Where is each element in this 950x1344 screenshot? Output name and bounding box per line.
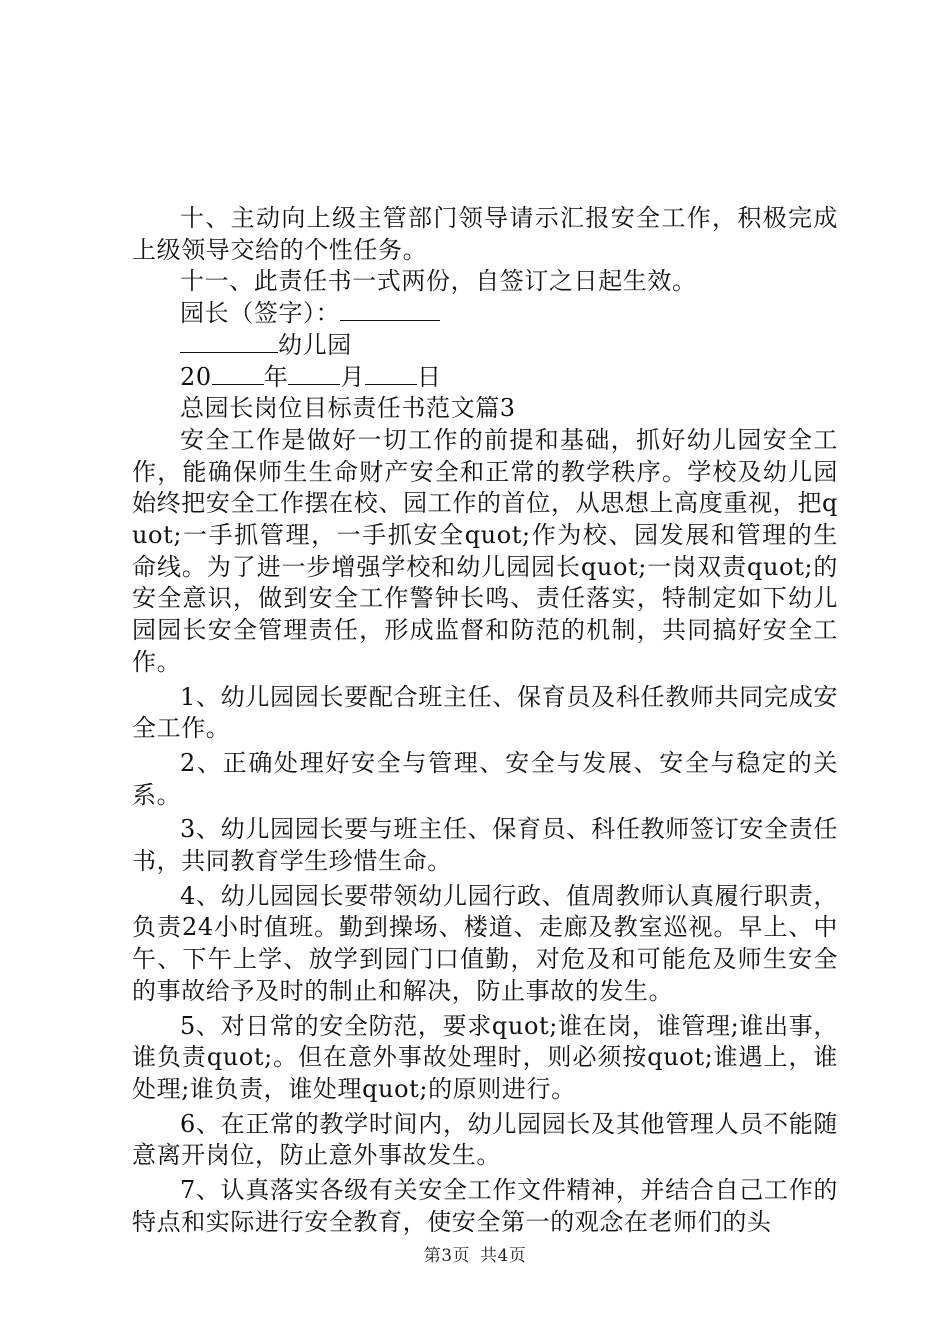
section-title: 总园长岗位目标责任书范文篇3 <box>180 394 516 423</box>
list-item-6: 6、在正常的教学时间内，幼儿园园长及其他管理人员不能随意离开岗位，防止意外事故发生。 <box>132 1109 838 1170</box>
date-day-blank <box>365 362 417 385</box>
paragraph-clause-10: 十、主动向上级主管部门领导请示汇报安全工作，积极完成上级领导交给的个性任务。 <box>132 204 838 264</box>
kindergarten-suffix: 幼儿园 <box>278 330 352 359</box>
list-item-4: 4、幼儿园园长要带领幼儿园行政、值周教师认真履行职责，负责24小时值班。勤到操场、楼道、走廊及教室巡视。早上、中午、下午上学、放学到园门口值勤，对危及和可能危及师生安全的事故给予及时的制止和解决，防止事故的发生。 <box>132 881 838 1005</box>
list-item-3: 3、幼儿园园长要与班主任、保育员、科任教师签订安全责任书，共同教育学生珍惜生命。 <box>132 815 838 876</box>
page-number-current: 第3页 <box>423 1246 471 1266</box>
list-item-1: 1、幼儿园园长要配合班主任、保育员及科任教师共同完成安全工作。 <box>132 682 838 743</box>
page-number-total: 共4页 <box>479 1246 527 1266</box>
date-line <box>132 362 838 394</box>
kindergarten-name-line <box>132 330 838 362</box>
date-day-label: 日 <box>416 362 442 391</box>
signature-blank <box>340 298 440 321</box>
date-month-label: 月 <box>340 362 365 391</box>
list-item-7: 7、认真落实各级有关安全工作文件精神，并结合自己工作的特点和实际进行安全教育，使安全第一的观念在老师们的头 <box>132 1176 838 1236</box>
date-prefix: 20 <box>180 362 212 391</box>
date-year-label: 年 <box>263 362 289 391</box>
page-footer <box>0 1245 950 1267</box>
paragraph-intro: 安全工作是做好一切工作的前提和基础，抓好幼儿园安全工作，能确保师生生命财产安全和正常的教学秩序。学校及幼儿园始终把安全工作摆在校、园工作的首位，从思想上高度重视，把quot;一手抓管理，一手抓安全quot;作为校、园发展和管理的生命线。为了进一步增强学校和幼儿园园长quot;一岗双责quot;的安全意识，做到安全工作警钟长鸣、责任落实，特制定如下幼儿园园长安全管理责任，形成监督和防范的机制，共同搞好安全工作。 <box>132 425 838 676</box>
signature-label: 园长（签字）： <box>180 299 341 328</box>
list-item-5: 5、对日常的安全防范，要求quot;谁在岗，谁管理;谁出事，谁负责quot;。但在意外事故处理时，则必须按quot;谁遇上，谁处理;谁负责，谁处理quot;的原则进行。 <box>132 1011 838 1103</box>
list-item-2: 2、正确处理好安全与管理、安全与发展、安全与稳定的关系。 <box>132 748 838 809</box>
paragraph-clause-11: 十一、此责任书一式两份，自签订之日起生效。 <box>180 267 697 296</box>
signature-line <box>132 298 838 330</box>
document-body <box>132 203 838 1239</box>
kindergarten-name-blank <box>180 330 278 353</box>
date-year-blank <box>212 362 264 385</box>
date-month-blank <box>288 362 340 385</box>
